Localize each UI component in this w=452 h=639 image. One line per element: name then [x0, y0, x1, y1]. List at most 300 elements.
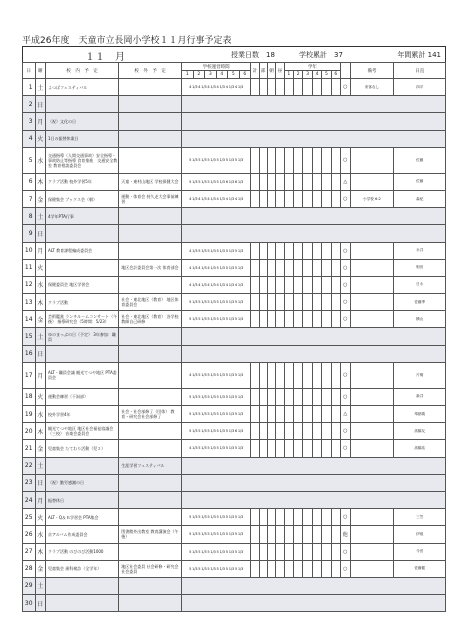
row-extra: [259, 423, 267, 440]
row-school-event: 4学年PTA行事: [46, 208, 119, 225]
row-school-event: 児童集会 歯科検診（全学年）: [46, 560, 119, 577]
row-duty: 佐藤健: [394, 560, 446, 577]
row-dow: 土: [35, 328, 45, 345]
row-school-event: ALT・Q＆Ｂ学習会 PTA集会: [46, 509, 119, 526]
row-dow: 月: [35, 242, 45, 259]
row-mark: △: [341, 406, 350, 423]
row-mark: ○: [341, 242, 350, 259]
row-day: 2: [23, 96, 36, 113]
table-row: [23, 294, 446, 311]
row-extra: [276, 276, 284, 293]
row-extra: [259, 242, 267, 259]
row-grade: [284, 526, 293, 543]
row-mark: ○: [341, 259, 350, 276]
row-grade: [303, 147, 312, 173]
row-day: 22: [23, 457, 36, 474]
row-grade: [312, 526, 321, 543]
row-grade: [284, 406, 293, 423]
row-duty: 四平: [394, 79, 446, 96]
row-grade: [293, 276, 302, 293]
row-extra: [259, 406, 267, 423]
row-grade: [303, 79, 312, 96]
row-grade: [331, 311, 340, 328]
row-day: 8: [23, 208, 36, 225]
row-dow: 月: [35, 362, 45, 388]
row-grade: [303, 423, 312, 440]
row-outside-event: [119, 577, 182, 594]
row-day: 19: [23, 406, 36, 423]
row-note: [350, 311, 394, 328]
row-school-event: ALT・職員会議 観光てつや地区 PTA委員会: [46, 362, 119, 388]
row-outside-event: [119, 113, 182, 130]
row-grade: [331, 190, 340, 207]
row-extra: [267, 440, 275, 457]
row-outside-event: [119, 225, 182, 242]
header-grade: 1: [284, 71, 293, 79]
row-grade: [293, 259, 302, 276]
row-grade: [293, 311, 302, 328]
row-hours: 4 1/3 5 1/3 5 1/3 5 1/3 5 1/3 5 1/3: [182, 440, 251, 457]
row-grade: [284, 79, 293, 96]
row-day: 15: [23, 328, 36, 345]
row-grade: [284, 509, 293, 526]
row-school-event: [46, 96, 119, 113]
row-dow: 火: [35, 259, 45, 276]
row-grade: [303, 509, 312, 526]
row-note: [350, 147, 394, 173]
row-day: 6: [23, 173, 36, 190]
row-grade: [331, 173, 340, 190]
year-total: 年間累計 141: [397, 51, 441, 59]
row-grade: [312, 509, 321, 526]
row-grade: [322, 173, 331, 190]
row-mark: ○: [341, 362, 350, 388]
row-grade: [293, 294, 302, 311]
row-note: [350, 526, 394, 543]
row-note: [350, 276, 394, 293]
row-outside-event: 社会・東北地区（教育） 各学校教師自己研修: [119, 311, 182, 328]
row-mark: ○: [341, 388, 350, 405]
table-row: [23, 276, 446, 293]
row-grade: [284, 173, 293, 190]
row-school-event: 振替休日: [46, 491, 119, 508]
row-grade: [312, 259, 321, 276]
header-hour: 3: [205, 71, 217, 79]
row-holiday-fill: [182, 208, 446, 225]
row-hours: 5 1/3 5 1/3 5 1/3 5 1/3 5 1/3 5 1/3: [182, 388, 251, 405]
row-extra: [251, 79, 259, 96]
row-extra: [276, 173, 284, 190]
schedule-rows: [23, 79, 446, 612]
table-row: [23, 388, 446, 405]
row-extra: [251, 147, 259, 173]
row-school-event: 観光てつや地区 地区社会福祉協議会（三校） 音楽会委員会: [46, 423, 119, 440]
row-note: [350, 509, 394, 526]
row-grade: [312, 242, 321, 259]
row-grade: [284, 311, 293, 328]
row-extra: [267, 560, 275, 577]
row-extra: [259, 526, 267, 543]
row-grade: [322, 440, 331, 457]
row-extra: [259, 259, 267, 276]
header-day: 日: [23, 63, 36, 79]
row-extra: [267, 423, 275, 440]
row-extra: [276, 147, 284, 173]
row-note: [350, 440, 394, 457]
row-outside-event: [119, 474, 182, 491]
header-grade: 2: [293, 71, 302, 79]
row-mark: △: [341, 173, 350, 190]
row-dow: 金: [35, 190, 45, 207]
row-grade: [331, 560, 340, 577]
row-dow: 日: [35, 474, 45, 491]
row-note: [350, 388, 394, 405]
row-grade: [331, 79, 340, 96]
row-mark: 他: [341, 526, 350, 543]
row-note: [350, 242, 394, 259]
row-grade: [284, 560, 293, 577]
table-row: [23, 577, 446, 594]
row-grade: [312, 79, 321, 96]
row-grade: [322, 294, 331, 311]
table-row: [23, 208, 446, 225]
row-dow: 金: [35, 560, 45, 577]
header-hour: 2: [193, 71, 205, 79]
row-extra: [276, 406, 284, 423]
row-hours: 5 1/3 5 1/3 5 1/3 5 1/3 5 1/3 5 1/3: [182, 526, 251, 543]
row-duty: 永井: [394, 242, 446, 259]
row-outside-event: [119, 543, 182, 560]
row-outside-event: [119, 440, 182, 457]
table-row: [23, 362, 446, 388]
table-row: [23, 96, 446, 113]
row-grade: [331, 276, 340, 293]
row-school-event: 児童集会 たてわり活動（児２）: [46, 440, 119, 457]
row-grade: [303, 311, 312, 328]
row-school-event: [46, 457, 119, 474]
table-row: [23, 543, 446, 560]
row-hours: 5 1/3 5 1/3 5 1/3 5 1/3 5 1/3 5 1/3: [182, 147, 251, 173]
row-duty: 奉納義: [394, 406, 446, 423]
row-dow: 水: [35, 526, 45, 543]
row-outside-event: [119, 423, 182, 440]
row-extra: [267, 509, 275, 526]
row-hours: 5 1/3 5 1/3 5 1/3 5 1/3 5 1/3 5 1/3: [182, 311, 251, 328]
row-extra: [259, 294, 267, 311]
row-day: 27: [23, 543, 36, 560]
row-mark: ○: [341, 440, 350, 457]
row-outside-event: 社会・社会部修了（団体） 教育・研究会社会部修了: [119, 406, 182, 423]
row-dow: 日: [35, 595, 45, 612]
row-extra: [267, 147, 275, 173]
row-outside-event: 生涯学習フェスティバル: [119, 457, 182, 474]
table-row: [23, 147, 446, 173]
table-row: [23, 113, 446, 130]
row-duty: 高橋祐: [394, 440, 446, 457]
row-hours: 4 1/3 4 1/3 4 1/3 4 1/3 4 1/3 4 1/3: [182, 190, 251, 207]
row-dow: 木: [35, 294, 45, 311]
row-day: 10: [23, 242, 36, 259]
header-extra-3: 昼: [276, 63, 284, 79]
row-outside-event: [119, 491, 182, 508]
row-grade: [303, 440, 312, 457]
row-dow: 火: [35, 130, 45, 147]
row-grade: [322, 242, 331, 259]
header-hours-group: 学校運営時間: [182, 63, 251, 71]
table-row: [23, 406, 446, 423]
row-grade: [293, 560, 302, 577]
row-extra: [276, 509, 284, 526]
row-outside-event: [119, 130, 182, 147]
row-day: 18: [23, 388, 36, 405]
row-outside-event: [119, 242, 182, 259]
row-dow: 土: [35, 577, 45, 594]
row-dow: 土: [35, 457, 45, 474]
row-grade: [303, 543, 312, 560]
table-row: [23, 242, 446, 259]
row-note: [350, 362, 394, 388]
row-grade: [331, 388, 340, 405]
row-note: [350, 406, 394, 423]
row-grade: [331, 406, 340, 423]
row-mark: ○: [341, 560, 350, 577]
table-row: [23, 79, 446, 96]
row-outside-event: [119, 276, 182, 293]
row-holiday-fill: [182, 595, 446, 612]
row-grade: [293, 173, 302, 190]
row-hours: 4 1/3 5 1/3 5 1/3 5 1/3 5 1/3 5 1/3: [182, 362, 251, 388]
row-extra: [251, 173, 259, 190]
row-extra: [267, 276, 275, 293]
row-day: 26: [23, 526, 36, 543]
row-extra: [276, 362, 284, 388]
row-day: 12: [23, 276, 36, 293]
row-extra: [251, 388, 259, 405]
row-dow: 木: [35, 173, 45, 190]
row-extra: [276, 259, 284, 276]
header-notes: 備考: [350, 63, 394, 79]
row-school-event: よつばフェスティバル: [46, 79, 119, 96]
row-holiday-fill: [182, 113, 446, 130]
row-grade: [331, 423, 340, 440]
row-extra: [251, 242, 259, 259]
row-extra: [267, 362, 275, 388]
row-day: 28: [23, 560, 36, 577]
row-grade: [293, 147, 302, 173]
row-dow: 月: [35, 491, 45, 508]
row-outside-event: [119, 208, 182, 225]
row-holiday-fill: [182, 474, 446, 491]
row-mark: ○: [341, 79, 350, 96]
row-grade: [293, 79, 302, 96]
row-dow: 火: [35, 509, 45, 526]
row-holiday-fill: [182, 577, 446, 594]
row-extra: [267, 173, 275, 190]
row-duty: 森紀: [394, 190, 446, 207]
row-day: 29: [23, 577, 36, 594]
table-row: [23, 173, 446, 190]
row-school-event: 運動会練習（干潟部）: [46, 388, 119, 405]
row-hours: 4 1/3 4 1/3 4 1/3 5 1/3 5 1/3 5 1/3: [182, 259, 251, 276]
row-extra: [267, 388, 275, 405]
row-extra: [251, 259, 259, 276]
row-grade: [303, 173, 312, 190]
row-grade: [284, 388, 293, 405]
month-label: １１ 月: [85, 52, 125, 63]
row-extra: [276, 79, 284, 96]
row-grade: [331, 543, 340, 560]
row-school-event: 保健委員会 地区学習会: [46, 276, 119, 293]
row-grade: [312, 311, 321, 328]
row-grade: [303, 276, 312, 293]
row-hours: 5 1/3 5 1/3 5 1/3 5 1/3 5 1/3 5 1/3: [182, 294, 251, 311]
row-day: 23: [23, 474, 36, 491]
row-grade: [303, 259, 312, 276]
row-duty: 佐藤: [394, 173, 446, 190]
row-duty: 佐藤: [394, 147, 446, 173]
header-duty: 日直: [394, 63, 446, 79]
row-dow: 日: [35, 225, 45, 242]
row-duty: 三笠: [394, 509, 446, 526]
row-day: 14: [23, 311, 36, 328]
row-grade: [322, 406, 331, 423]
row-grade: [312, 440, 321, 457]
row-extra: [276, 440, 284, 457]
row-grade: [284, 190, 293, 207]
row-extra: [251, 294, 259, 311]
row-dow: 木: [35, 423, 45, 440]
row-grade: [303, 526, 312, 543]
row-grade: [322, 560, 331, 577]
row-grade: [322, 509, 331, 526]
row-note: [350, 560, 394, 577]
row-extra: [259, 79, 267, 96]
row-day: 21: [23, 440, 36, 457]
schedule-table: [22, 62, 446, 612]
row-duty: 今田: [394, 543, 446, 560]
row-day: 16: [23, 345, 36, 362]
row-holiday-fill: [182, 345, 446, 362]
row-dow: 日: [35, 345, 45, 362]
row-extra: [259, 311, 267, 328]
row-extra: [251, 423, 259, 440]
row-day: 3: [23, 113, 36, 130]
row-hours: 5 1/3 5 1/3 5 1/3 5 1/3 5 1/3 5 1/3: [182, 406, 251, 423]
row-extra: [276, 242, 284, 259]
row-grade: [331, 294, 340, 311]
row-hours: 5 1/3 5 1/3 5 1/3 5 1/3 5 1/3 5 1/3: [182, 560, 251, 577]
row-extra: [267, 526, 275, 543]
row-note: [350, 543, 394, 560]
table-row: [23, 457, 446, 474]
row-grade: [312, 362, 321, 388]
table-row: [23, 190, 446, 207]
row-day: 4: [23, 130, 36, 147]
header-hour: 1: [182, 71, 194, 79]
row-school-event: クラブ活動 のびのび活動1000: [46, 543, 119, 560]
row-school-event: 交通指導（人間交通事故）安全指導・事故防止等指導 食育推進 交通安全教室 教育相談委員会: [46, 147, 119, 173]
row-school-event: [46, 345, 119, 362]
row-day: 13: [23, 294, 36, 311]
table-row: [23, 491, 446, 508]
row-extra: [251, 509, 259, 526]
row-school-event: 芸術鑑賞 ランチルームコンサート（午後） 指導研究会（5時間：5/23）: [46, 311, 119, 328]
table-row: [23, 595, 446, 612]
row-grade: [322, 276, 331, 293]
row-grade: [303, 560, 312, 577]
row-extra: [276, 543, 284, 560]
row-day: 24: [23, 491, 36, 508]
header-mark: [341, 63, 350, 79]
row-school-event: ALT 教育課程編成委員会: [46, 242, 119, 259]
row-grade: [322, 388, 331, 405]
row-outside-event: [119, 595, 182, 612]
row-extra: [259, 440, 267, 457]
row-grade: [331, 362, 340, 388]
row-mark: ○: [341, 276, 350, 293]
row-mark: ○: [341, 423, 350, 440]
header-grade: 4: [312, 71, 321, 79]
row-hours: 5 1/3 5 1/3 5 1/3 5 1/3 5 1/3 5 1/3: [182, 543, 251, 560]
row-dow: 月: [35, 113, 45, 130]
school-days: 授業日数 18: [231, 51, 275, 59]
row-school-event: [46, 595, 119, 612]
month-summary-bar: [22, 46, 446, 62]
row-extra: [251, 440, 259, 457]
row-holiday-fill: [182, 225, 446, 242]
row-hours: 4 1/3 4 1/3 4 1/3 4 1/3 4 1/3 4 1/3: [182, 79, 251, 96]
row-hours: 5 1/3 5 1/3 5 1/3 5 1/3 6 1/3 6 1/3: [182, 173, 251, 190]
row-mark: ○: [341, 190, 350, 207]
row-hours: 4 1/3 4 1/3 4 1/3 4 1/3 4 1/3 4 1/3: [182, 276, 251, 293]
row-extra: [267, 79, 275, 96]
row-duty: 高橋友: [394, 423, 446, 440]
row-outside-event: [119, 96, 182, 113]
row-holiday-fill: [182, 457, 446, 474]
row-outside-event: [119, 147, 182, 173]
row-outside-event: [119, 345, 182, 362]
row-school-event: [46, 225, 119, 242]
row-outside-event: 図書館外出教室 教育講演会（午後）: [119, 526, 182, 543]
row-note: 来客なし: [350, 79, 394, 96]
row-note: [350, 423, 394, 440]
row-school-event: （祝）勤労感謝の日: [46, 474, 119, 491]
row-duty: 横山: [394, 311, 446, 328]
row-grade: [322, 79, 331, 96]
row-extra: [259, 509, 267, 526]
header-dow: 曜: [35, 63, 45, 79]
row-grade: [312, 294, 321, 311]
row-school-event: [46, 577, 119, 594]
row-grade: [284, 259, 293, 276]
header-hour: 4: [216, 71, 228, 79]
row-day: 5: [23, 147, 36, 173]
row-grade: [322, 543, 331, 560]
row-outside-event: [119, 328, 182, 345]
row-extra: [251, 560, 259, 577]
row-dow: 日: [35, 96, 45, 113]
row-mark: ○: [341, 147, 350, 173]
row-grade: [331, 526, 340, 543]
cumulative-days: 学校累計 37: [299, 51, 343, 59]
row-extra: [251, 543, 259, 560]
row-grade: [293, 543, 302, 560]
row-grade: [312, 560, 321, 577]
row-extra: [251, 526, 259, 543]
row-school-event: [46, 259, 119, 276]
row-extra: [251, 190, 259, 207]
row-mark: ○: [341, 311, 350, 328]
